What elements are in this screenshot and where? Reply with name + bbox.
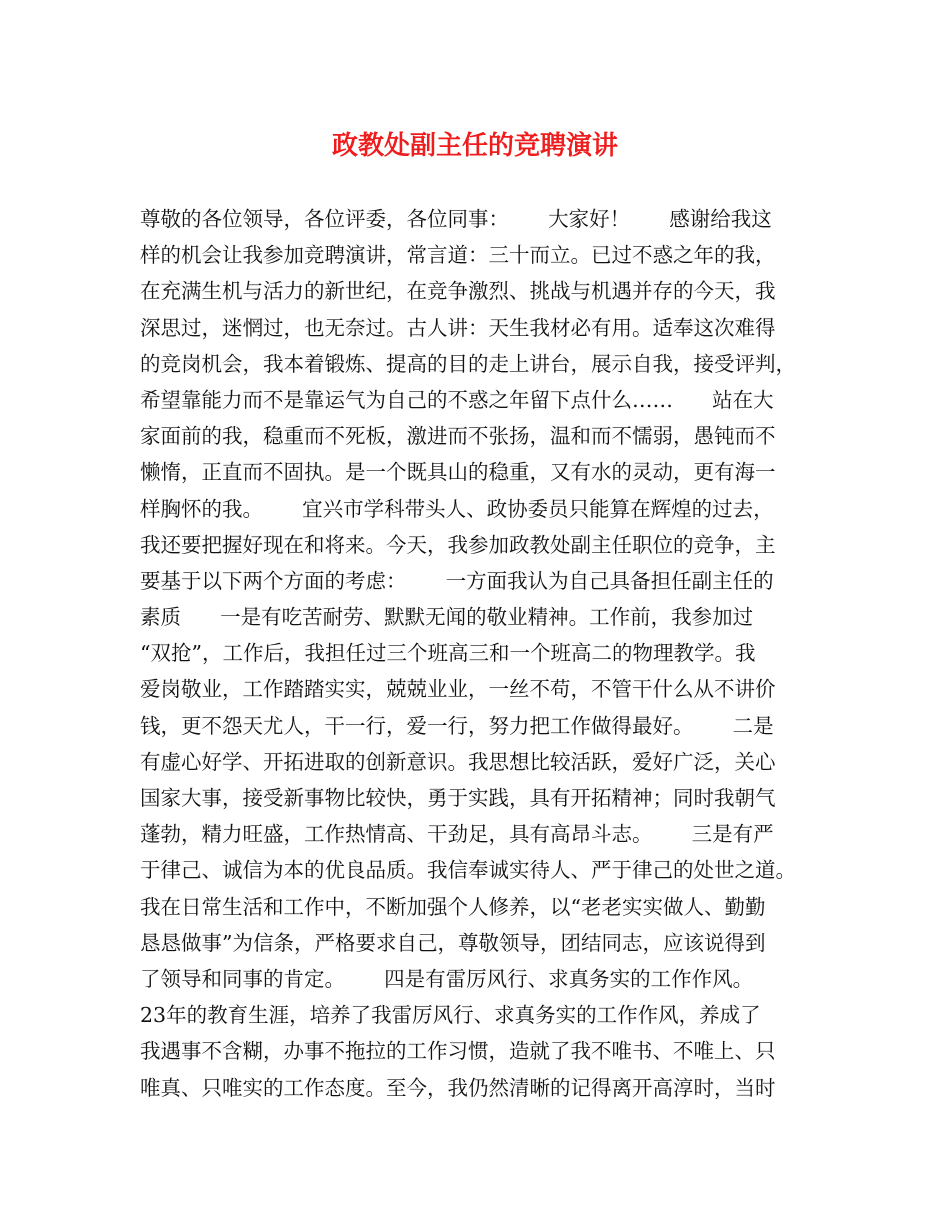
body-line: 家面前的我，稳重而不死板，激进而不张扬，温和而不懦弱，愚钝而不 xyxy=(140,424,776,449)
body-line: 样的机会让我参加竞聘演讲，常言道：三十而立。已过不惑之年的我， xyxy=(140,243,776,268)
body-line: 我遇事不含糊，办事不拖拉的工作习惯，造就了我不唯书、不唯上、只 xyxy=(140,1039,776,1064)
body-line: 蓬勃，精力旺盛，工作热情高、干劲足，具有高昂斗志。 三是有严 xyxy=(140,822,774,847)
body-line: 要基于以下两个方面的考虑： 一方面我认为自己具备担任副主任的 xyxy=(140,568,774,593)
body-line: 希望靠能力而不是靠运气为自己的不惑之年留下点什么…… 站在大 xyxy=(140,387,774,412)
body-line: 国家大事，接受新事物比较快，勇于实践，具有开拓精神；同时我朝气 xyxy=(140,786,776,810)
document-title: 政教处副主任的竞聘演讲 xyxy=(331,131,618,161)
body-line: 了领导和同事的肯定。 四是有雷厉风行、求真务实的工作作风。 xyxy=(140,966,754,991)
body-line: 样胸怀的我。 宜兴市学科带头人、政协委员只能算在辉煌的过去， xyxy=(140,496,774,521)
body-line: 23年的教育生涯，培养了我雷厉风行、求真务实的工作作风，养成了 xyxy=(140,1003,761,1028)
document-body xyxy=(140,201,820,1106)
body-line: 恳恳做事”为信条，严格要求自己，尊敬领导，团结同志，应该说得到 xyxy=(140,930,766,955)
body-line: 我还要把握好现在和将来。今天，我参加政教处副主任职位的竞争，主 xyxy=(140,532,776,557)
body-line: 爱岗敬业，工作踏踏实实，兢兢业业，一丝不苟，不管干什么从不讲价 xyxy=(140,677,776,702)
body-line: 我在日常生活和工作中，不断加强个人修养，以“老老实实做人、勤勤 xyxy=(140,894,766,919)
body-line: “双抢”，工作后，我担任过三个班高三和一个班高二的物理教学。我 xyxy=(140,641,756,666)
body-line: 于律己、诚信为本的优良品质。我信奉诚实待人、严于律己的处世之道。 xyxy=(140,858,796,883)
body-line: 深思过，迷惘过，也无奈过。古人讲：天生我材必有用。适奉这次难得 xyxy=(140,315,776,340)
body-line: 钱，更不怨天尤人，干一行，爱一行，努力把工作做得最好。 二是 xyxy=(140,713,774,738)
body-line: 懒惰，正直而不固执。是一个既具山的稳重，又有水的灵动，更有海一 xyxy=(140,460,776,485)
body-line: 在充满生机与活力的新世纪，在竞争激烈、挑战与机遇并存的今天，我 xyxy=(140,279,776,304)
body-line: 尊敬的各位领导，各位评委，各位同事： 大家好！ 感谢给我这 xyxy=(140,207,772,231)
body-line: 有虚心好学、开拓进取的创新意识。我思想比较活跃，爱好广泛，关心 xyxy=(140,749,776,774)
body-line: 的竞岗机会，我本着锻炼、提高的目的走上讲台，展示自我，接受评判， xyxy=(140,351,796,376)
body-line: 素质 一是有吃苦耐劳、默默无闻的敬业精神。工作前，我参加过 xyxy=(140,605,754,630)
body-line: 唯真、只唯实的工作态度。至今，我仍然清晰的记得离开高淳时，当时 xyxy=(140,1075,776,1100)
